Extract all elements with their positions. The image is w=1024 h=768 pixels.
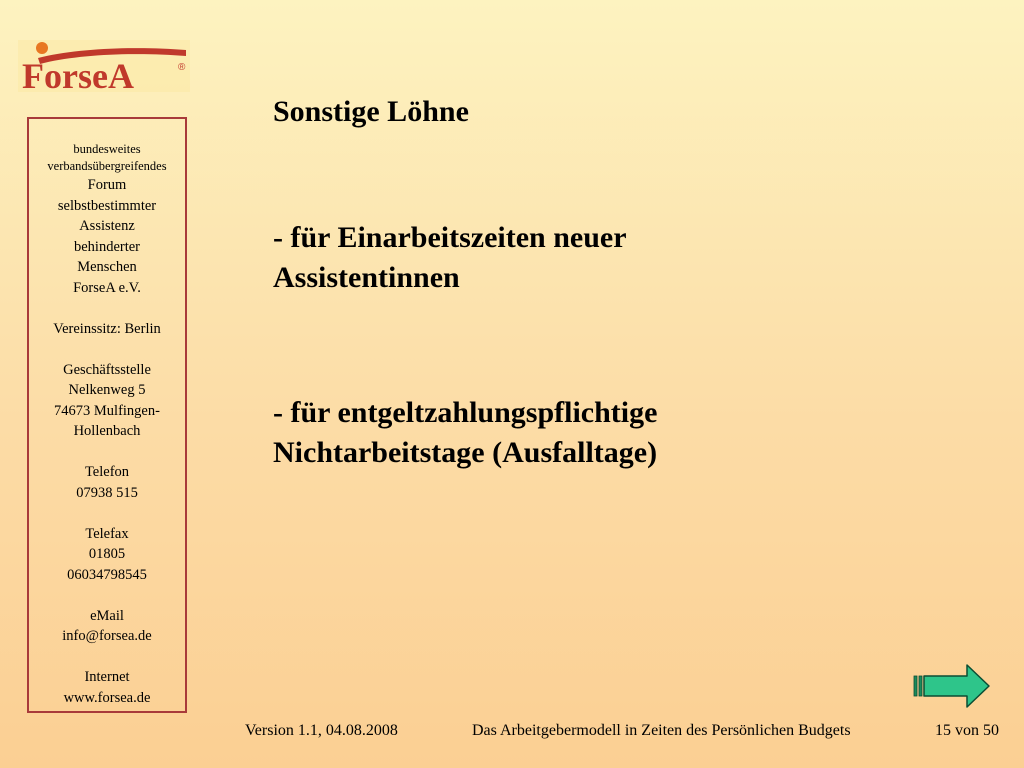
sidebar-line: verbandsübergreifendes xyxy=(47,159,167,173)
slide-title: Sonstige Löhne xyxy=(273,95,469,128)
sidebar-seat: Vereinssitz: Berlin xyxy=(53,320,161,337)
sidebar-office: Geschäftsstelle xyxy=(63,361,151,378)
next-slide-button[interactable] xyxy=(913,663,991,709)
footer-page-number: 15 von 50 xyxy=(935,722,999,739)
bullet-line: Nichtarbeitstage (Ausfalltage) xyxy=(273,436,658,469)
sidebar-org: Menschen xyxy=(77,259,137,275)
sidebar-fax: 06034798545 xyxy=(67,566,147,583)
sidebar-phone: 07938 515 xyxy=(76,484,138,501)
sidebar-office: 74673 Mulfingen- xyxy=(54,402,160,419)
bullet-line: Assistentinnen xyxy=(273,261,460,294)
sidebar-web: www.forsea.de xyxy=(63,689,151,706)
sidebar-office: Nelkenweg 5 xyxy=(68,382,146,398)
bullet-line: - für entgeltzahlungspflichtige xyxy=(273,396,658,429)
sidebar-org: ForseA e.V. xyxy=(73,279,141,296)
sidebar-org: Assistenz xyxy=(79,218,135,234)
sidebar-office: Hollenbach xyxy=(73,423,141,439)
bullet-einarbeitszeiten xyxy=(273,218,627,298)
sidebar-fax: 01805 xyxy=(88,546,126,562)
sidebar-org: behinderter xyxy=(73,238,141,255)
sidebar-org: selbstbestimmter xyxy=(57,197,157,214)
footer-title: Das Arbeitgebermodell in Zeiten des Persönlichen Budgets xyxy=(472,722,851,739)
sidebar-fax-label: Telefax xyxy=(85,525,129,542)
sidebar-org: Forum xyxy=(87,177,127,193)
bullet-line: - für Einarbeitszeiten neuer xyxy=(273,221,627,254)
sidebar-phone-label: Telefon xyxy=(84,464,130,480)
sidebar-line: bundesweites xyxy=(73,142,141,156)
sidebar-email: info@forsea.de xyxy=(62,628,152,644)
logo-text: ForseA xyxy=(22,56,134,94)
sidebar-email-label: eMail xyxy=(90,607,124,624)
forsea-logo xyxy=(18,38,190,94)
arrow-right-icon xyxy=(913,663,991,709)
logo-registered: ® xyxy=(178,62,186,73)
bullet-ausfalltage xyxy=(273,393,657,473)
footer-version: Version 1.1, 04.08.2008 xyxy=(245,722,398,739)
contact-sidebar xyxy=(27,117,187,713)
sidebar-web-label: Internet xyxy=(84,669,130,685)
